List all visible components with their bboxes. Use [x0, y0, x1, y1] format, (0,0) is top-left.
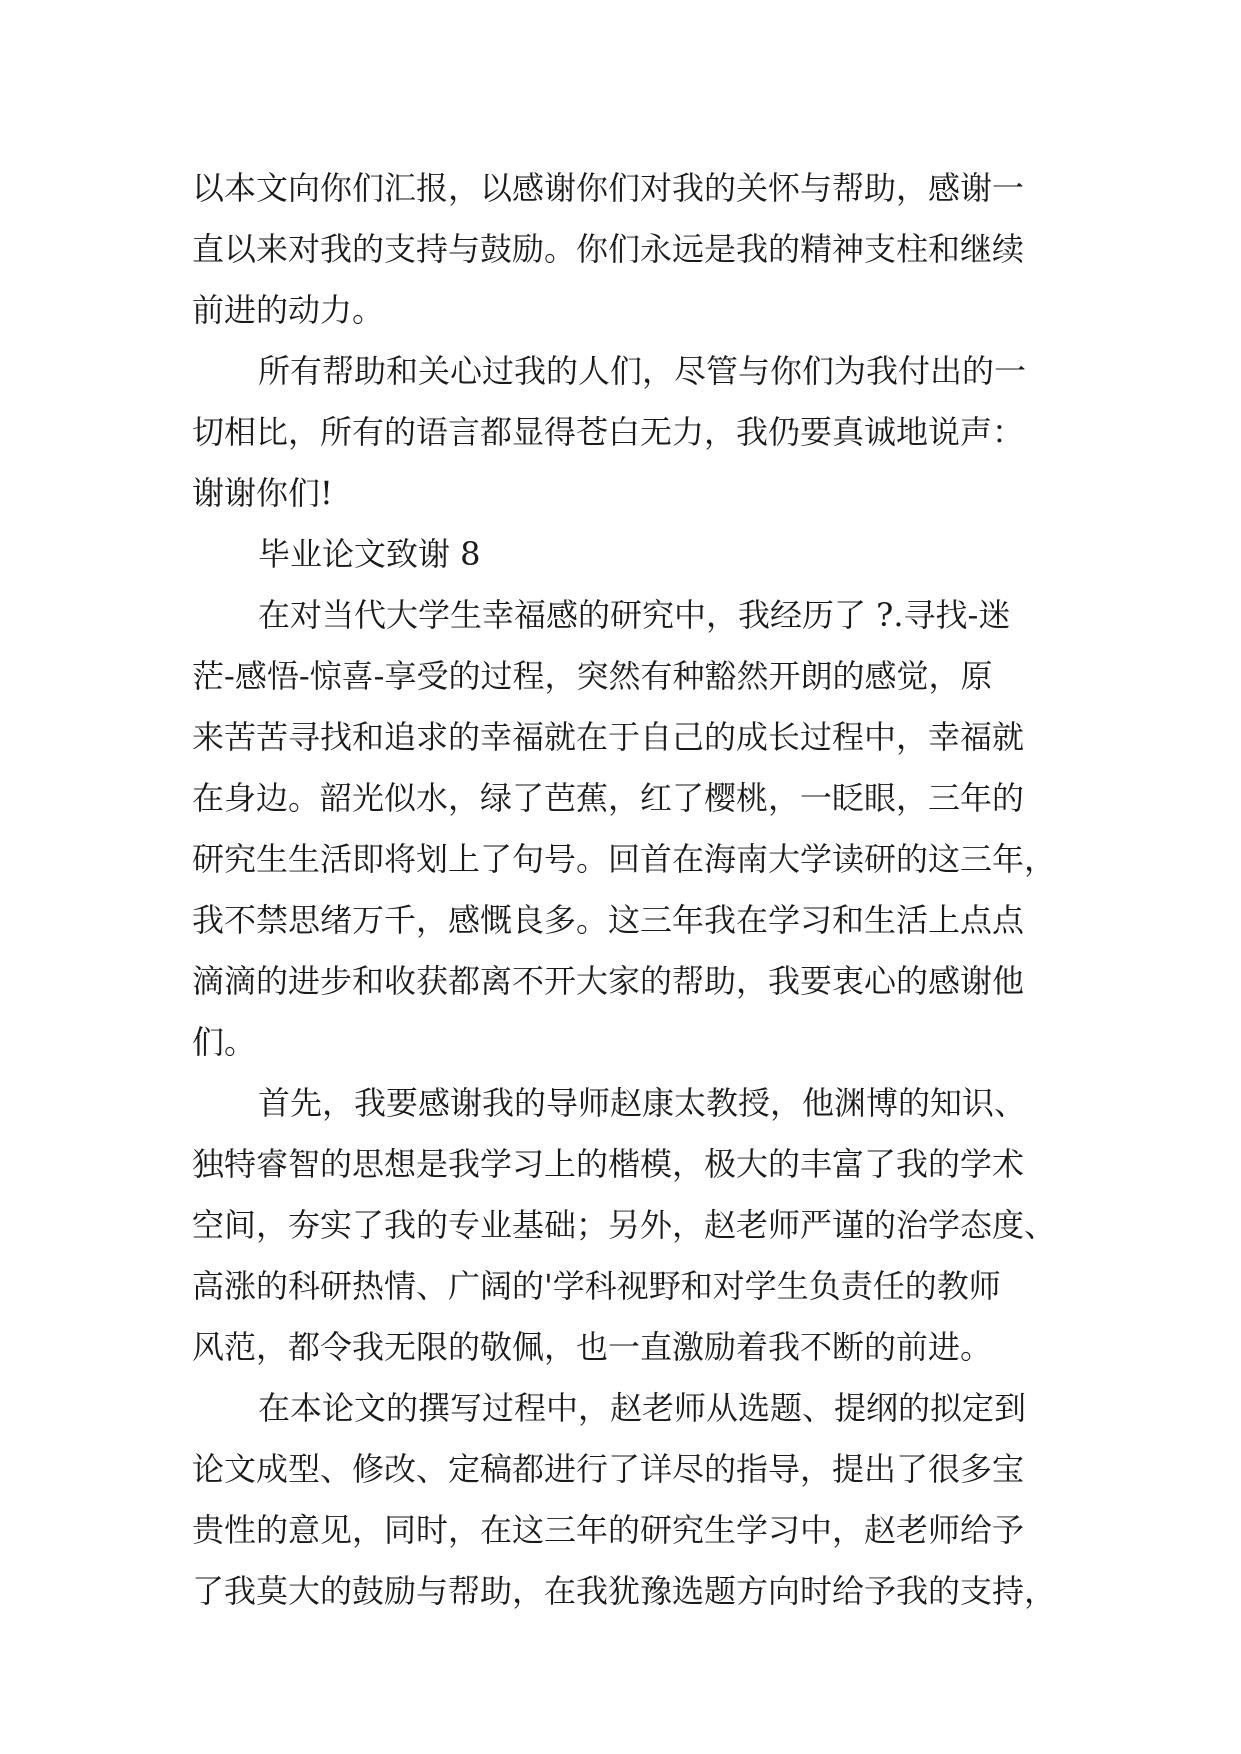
document-body [192, 158, 1057, 1622]
text-line: 前进的动力。 [192, 291, 385, 329]
text-line: 我不禁思绪万千，感慨良多。这三年我在学习和生活上点点 [192, 901, 1025, 939]
text-line: 论文成型、修改、定稿都进行了详尽的指导，提出了很多宝 [192, 1450, 1025, 1488]
text-line: 在身边。韶光似水，绿了芭蕉，红了樱桃，一眨眼，三年的 [192, 779, 1025, 817]
text-line: 滴滴的进步和收获都离不开大家的帮助，我要衷心的感谢他 [192, 962, 1025, 1000]
text-line: 所有帮助和关心过我的人们，尽管与你们为我付出的一 [258, 352, 1027, 390]
text-line: 谢谢你们! [192, 474, 333, 512]
text-line: 直以来对我的支持与鼓励。你们永远是我的精神支柱和继续 [192, 230, 1025, 268]
text-line: 来苦苦寻找和追求的幸福就在于自己的成长过程中，幸福就 [192, 718, 1025, 756]
text-line: 毕业论文致谢 8 [258, 535, 481, 573]
text-line: 在本论文的撰写过程中，赵老师从选题、提纲的拟定到 [258, 1389, 1027, 1427]
text-line: 独特睿智的思想是我学习上的楷模，极大的丰富了我的学术 [192, 1145, 1025, 1183]
text-line: 空间，夯实了我的专业基础；另外，赵老师严谨的治学态度、 [192, 1206, 1057, 1244]
text-line: 茫-感悟-惊喜-享受的过程，突然有种豁然开朗的感觉，原 [192, 657, 993, 695]
text-line: 了我莫大的鼓励与帮助，在我犹豫选题方向时给予我的支持， [192, 1572, 1057, 1610]
text-line: 首先，我要感谢我的导师赵康太教授，他渊博的知识、 [258, 1084, 1027, 1122]
text-line: 们。 [192, 1023, 257, 1061]
text-line: 以本文向你们汇报，以感谢你们对我的关怀与帮助，感谢一 [192, 169, 1025, 207]
text-line: 高涨的科研热情、广阔的'学科视野和对学生负责任的教师 [192, 1267, 1001, 1305]
text-line: 在对当代大学生幸福感的研究中，我经历了 ?.寻找-迷 [258, 596, 1011, 634]
text-line: 贵性的意见，同时，在这三年的研究生学习中，赵老师给予 [192, 1511, 1025, 1549]
text-line: 切相比，所有的语言都显得苍白无力，我仍要真诚地说声： [192, 413, 1025, 451]
text-line: 风范，都令我无限的敬佩，也一直激励着我不断的前进。 [192, 1328, 993, 1366]
text-line: 研究生生活即将划上了句号。回首在海南大学读研的这三年， [192, 840, 1057, 878]
